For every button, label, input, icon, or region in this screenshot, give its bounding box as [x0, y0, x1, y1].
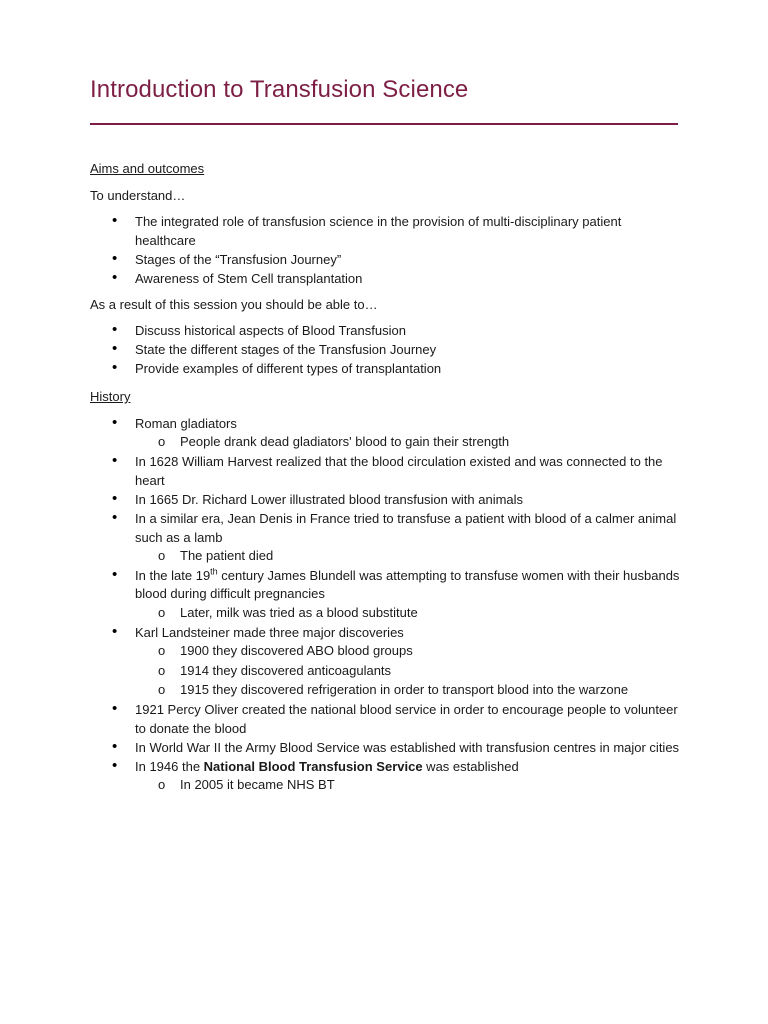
bullet-marker: •: [112, 566, 118, 583]
document-title: Introduction to Transfusion Science: [90, 76, 469, 103]
history-harvest-line2: heart: [135, 473, 165, 488]
sub-bullet-marker: o: [158, 777, 166, 792]
blundell-text-pre: In the late 19: [135, 568, 211, 583]
history-oliver-line2: to donate the blood: [135, 721, 247, 736]
bullet-marker: •: [112, 212, 118, 229]
sub-bullet-marker: o: [158, 605, 166, 620]
history-nbts: [135, 757, 519, 776]
history-blundell-line2: blood during difficult pregnancies: [135, 586, 325, 601]
bullet-marker: •: [112, 623, 118, 640]
history-blundell-sub: Later, milk was tried as a blood substitute: [180, 605, 418, 620]
title-rule: [90, 123, 678, 125]
bullet-marker: •: [112, 452, 118, 469]
sub-bullet-marker: o: [158, 643, 166, 658]
bullet-marker: •: [112, 250, 118, 267]
bullet-marker: •: [112, 414, 118, 431]
history-landsteiner: Karl Landsteiner made three major discoveries: [135, 625, 404, 640]
outcome-intro: As a result of this session you should be able to…: [90, 297, 378, 312]
bullet-marker: •: [112, 509, 118, 526]
understand-item-1-line1: The integrated role of transfusion science in the provision of multi-disciplinary patient: [135, 214, 622, 229]
sub-bullet-marker: o: [158, 434, 166, 449]
history-landsteiner-sub-3: 1915 they discovered refrigeration in order to transport blood into the warzone: [180, 682, 629, 697]
understand-item-1-line2: healthcare: [135, 233, 196, 248]
bullet-marker: •: [112, 269, 118, 286]
nbts-text-pre: In 1946 the: [135, 759, 204, 774]
history-lower: In 1665 Dr. Richard Lower illustrated blood transfusion with animals: [135, 492, 524, 507]
history-denis-sub: The patient died: [180, 548, 274, 563]
history-harvest-line1: In 1628 William Harvest realized that the blood circulation existed and was connected to the: [135, 454, 663, 469]
history-oliver-line1: 1921 Percy Oliver created the national blood service in order to encourage people to volunteer: [135, 702, 678, 717]
sub-bullet-marker: o: [158, 548, 166, 563]
understand-item-3: Awareness of Stem Cell transplantation: [135, 271, 363, 286]
outcome-item-3: Provide examples of different types of transplantation: [135, 361, 442, 376]
bullet-marker: •: [112, 738, 118, 755]
history-roman: Roman gladiators: [135, 416, 237, 431]
history-heading: History: [90, 389, 131, 404]
history-ww2: In World War II the Army Blood Service was established with transfusion centres in major cities: [135, 740, 680, 755]
history-blundell-line1: [135, 566, 679, 585]
sub-bullet-marker: o: [158, 663, 166, 678]
aims-heading: Aims and outcomes: [90, 161, 205, 176]
outcome-item-2: State the different stages of the Transfusion Journey: [135, 342, 437, 357]
bullet-marker: •: [112, 700, 118, 717]
history-landsteiner-sub-1: 1900 they discovered ABO blood groups: [180, 643, 413, 658]
understand-intro: To understand…: [90, 188, 186, 203]
blundell-text-post: century James Blundell was attempting to transfuse women with their husbands: [217, 568, 680, 583]
bullet-marker: •: [112, 490, 118, 507]
nbts-text-post: was established: [422, 759, 519, 774]
history-denis-line1: In a similar era, Jean Denis in France tried to transfuse a patient with blood of a calmer animal: [135, 511, 677, 526]
sub-bullet-marker: o: [158, 682, 166, 697]
bullet-marker: •: [112, 321, 118, 338]
understand-item-2: Stages of the “Transfusion Journey”: [135, 252, 342, 267]
nbts-bold-name: National Blood Transfusion Service: [203, 759, 423, 774]
bullet-marker: •: [112, 359, 118, 376]
history-nbts-sub: In 2005 it became NHS BT: [180, 777, 335, 792]
history-roman-sub: People drank dead gladiators' blood to gain their strength: [180, 434, 510, 449]
bullet-marker: •: [112, 757, 118, 774]
history-denis-line2: such as a lamb: [135, 530, 223, 545]
blundell-superscript: th: [210, 566, 218, 577]
outcome-item-1: Discuss historical aspects of Blood Transfusion: [135, 323, 406, 338]
bullet-marker: •: [112, 340, 118, 357]
history-landsteiner-sub-2: 1914 they discovered anticoagulants: [180, 663, 392, 678]
